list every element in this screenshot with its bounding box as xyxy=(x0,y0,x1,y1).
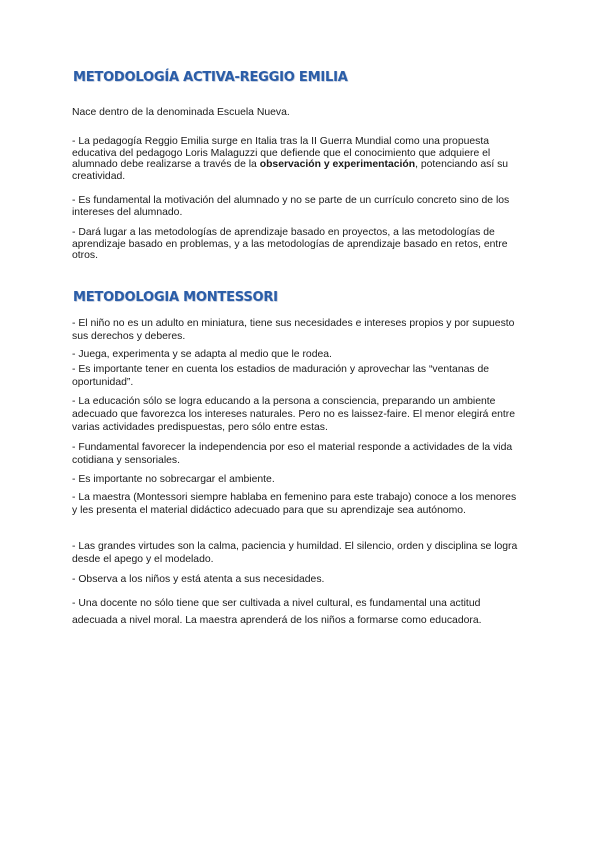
montessori-item-1: - El niño no es un adulto en miniatura, tiene sus necesidades e intereses propios y por supuesto sus derechos y deberes. xyxy=(72,318,515,342)
reggio-paragraph-2: - Es fundamental la motivación del alumnado y no se parte de un currículo concreto sino de los intereses del alumnado. xyxy=(72,195,510,218)
reggio-p1-bold: observación y experimentación xyxy=(259,159,416,171)
reggio-paragraph-3: - Dará lugar a las metodologías de aprendizaje basado en proyectos, a las metodologías de aprendizaje basado en problemas, y a las metodologías de aprendizaje basado en retos, entre otros. xyxy=(72,227,508,262)
montessori-item-9: - Observa a los niños y está atenta a sus necesidades. xyxy=(72,574,325,585)
heading-montessori: METODOLOGIA MONTESSORI xyxy=(73,290,278,305)
montessori-item-2: - Juega, experimenta y se adapta al medio que le rodea. xyxy=(72,349,332,360)
montessori-item-4: - La educación sólo se logra educando a la persona a consciencia, preparando un ambiente adecuado que favorezca los intereses naturales. Pero no es laissez-faire. El menor elegirá entre varias actividades predispuestas, pero sólo entre estas. xyxy=(72,396,516,433)
montessori-item-8: - Las grandes virtudes son la calma, paciencia y humildad. El silencio, orden y disciplina se logra desde el apego y el modelado. xyxy=(72,541,518,565)
montessori-item-11: adecuada a nivel moral. La maestra aprenderá de los niños a formarse como educadora. xyxy=(72,615,482,626)
reggio-paragraph-1 xyxy=(72,136,524,182)
heading-reggio-emilia: METODOLOGÍA ACTIVA-REGGIO EMILIA xyxy=(73,70,348,85)
montessori-item-5: - Fundamental favorecer la independencia por eso el material responde a actividades de la vida cotidiana y sensoriales. xyxy=(72,442,513,466)
montessori-item-3: - Es importante tener en cuenta los estadios de maduración y aprovechar las “ventanas de oportunidad”. xyxy=(72,364,490,388)
reggio-p1-text: - La pedagogía Reggio Emilia surge en Italia tras la II Guerra Mundial como una propuesta educativa del pedagogo Loris Malaguzzi que defiende que el conocimiento que adquiere el alumnado debe realizarse a través de la xyxy=(72,136,491,171)
montessori-item-7: - La maestra (Montessori siempre hablaba en femenino para este trabajo) conoce a los menores y les presenta el material didáctico adecuado para que su aprendizaje sea autónomo. xyxy=(72,492,517,516)
reggio-p1-tail: , potenciando así su creatividad. xyxy=(72,159,509,182)
montessori-item-10: - Una docente no sólo tiene que ser cultivada a nivel cultural, es fundamental una actitud xyxy=(72,598,481,609)
montessori-item-6: - Es importante no sobrecargar el ambiente. xyxy=(72,474,275,485)
reggio-intro: Nace dentro de la denominada Escuela Nueva. xyxy=(72,107,290,118)
